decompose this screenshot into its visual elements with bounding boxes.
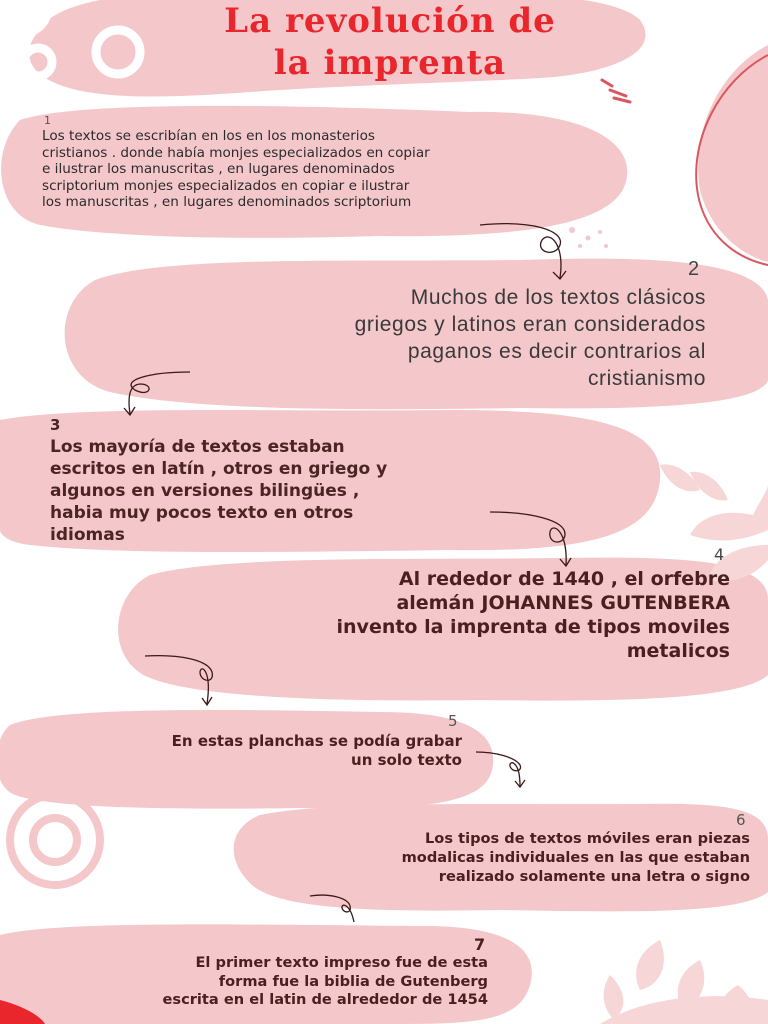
step-number-4: 4: [714, 545, 725, 564]
step-text-5: En estas planchas se podía grabar un solo texto: [171, 732, 462, 769]
right-top-blob: [698, 45, 768, 262]
step-text-2: Muchos de los textos clásicos griegos y latinos eran considerados paganos es decir contrarios al cristianismo: [354, 286, 706, 390]
step-text-6: Los tipos de textos móviles eran piezas modalicas individuales en las que estaban realizado solamente una letra o signo: [401, 830, 750, 885]
step-text-3: Los mayoría de textos estaban escritos en latín , otros en griego y algunos en versiones bilingües , habia muy pocos texto en otros idiomas: [50, 437, 388, 545]
step-number-5: 5: [448, 712, 458, 730]
step-number-7: 7: [474, 935, 486, 954]
step-number-3: 3: [50, 416, 61, 434]
dots-icon: [569, 227, 608, 248]
step-number-6: 6: [736, 811, 746, 829]
step-text-1: Los textos se escribían en los en los monasterios cristianos . donde había monjes especializados en copiar e ilustrar los manuscritas , en lugares denominados scriptorium monjes especializados en copiar e ilustrar los manuscritas , en lugares denominados scriptorium: [42, 128, 430, 211]
leaf-icon: [600, 940, 768, 1024]
step-text-7: El primer texto impreso fue de esta forma fue la biblia de Gutenberg escrita en el latin de alrededor de 1454: [162, 954, 488, 1008]
circle-ring-icon: [10, 795, 100, 885]
page-title: La revolución de la imprenta: [224, 1, 556, 83]
step-number-1: 1: [44, 114, 51, 127]
step-number-2: 2: [688, 258, 700, 280]
step-text-4: Al rededor de 1440 , el orfebre alemán JOHANNES GUTENBERA invento la imprenta de tipos moviles metalicos: [336, 568, 730, 662]
